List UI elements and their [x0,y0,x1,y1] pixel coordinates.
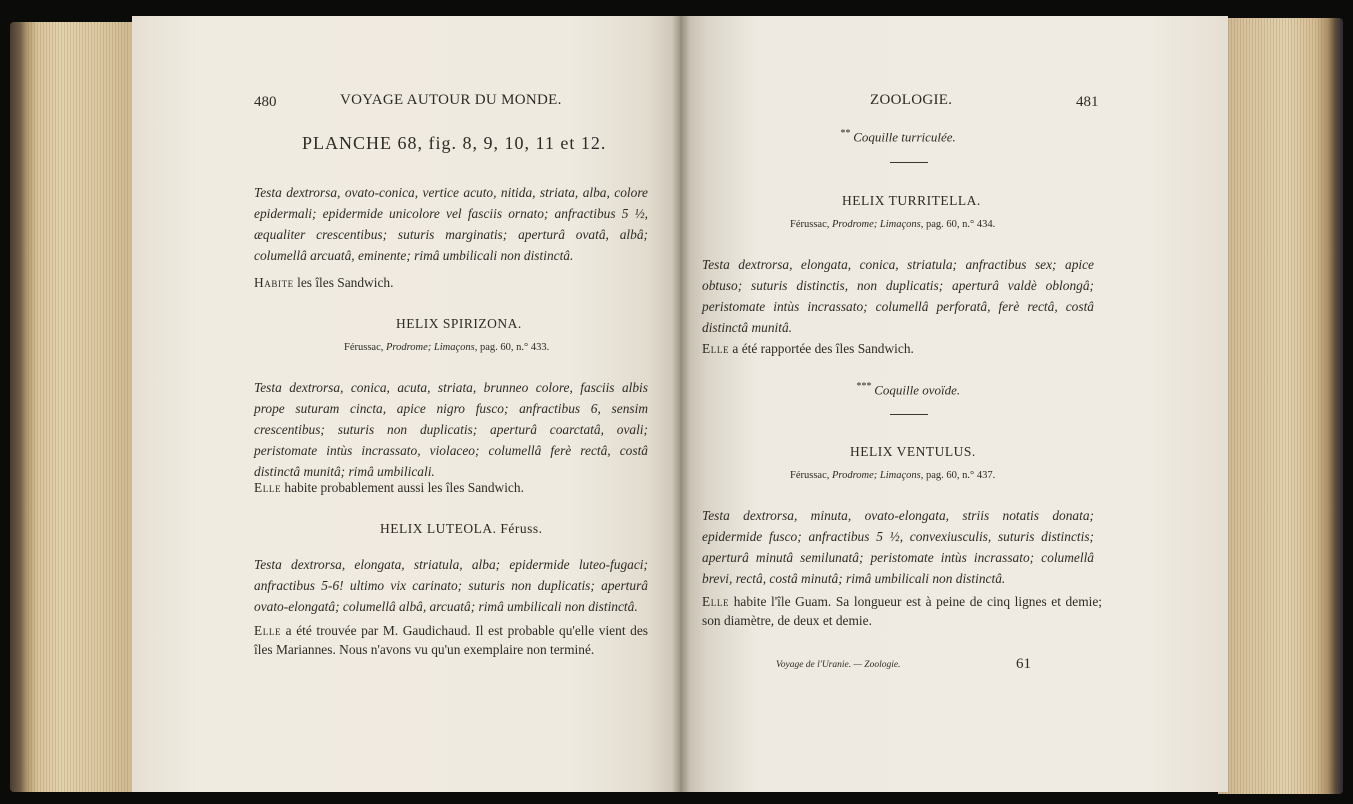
habitat-1-text: les îles Sandwich. [293,275,394,290]
ref-work: Prodrome; Limaçons [832,219,921,230]
ref-work: Prodrome; Limaçons [386,342,475,353]
ref-author: Férussac, [344,342,386,353]
section-ovoide [856,381,960,398]
left-page [132,16,680,792]
species-luteola-name: HELIX LUTEOLA. [380,521,497,536]
species-spirizona-reference [344,342,549,353]
section-turriculee-title: Coquille turriculée. [853,129,956,145]
habitat-ventulus-lead: Elle [702,594,730,609]
right-page [680,16,1228,792]
habitat-3-lead: Elle [254,623,282,638]
habitat-2-lead: Elle [254,480,282,495]
latin-description-ventulus: Testa dextrorsa, minuta, ovato-elongata, striis notatis donata; epidermide fusco; anfractibus 5 ½, convexiusculis, suturis distinctis; aperturâ minutâ semilunatâ; peristomate intùs incrassato; columellâ brevi, rectâ, costâ minutâ; rimâ umbilicali non distinctâ. [702,508,1094,586]
section-turriculee-stars: ** [840,128,850,139]
section-turriculee [840,128,956,145]
habitat-ventulus-text: habite l'île Guam. Sa longueur est à peine de cinq lignes et demie; son diamètre, de deux et demie. [702,594,1102,628]
habitat-turritella-lead: Elle [702,341,730,356]
latin-description-3: Testa dextrorsa, elongata, striatula, alba; epidermide luteo-fugaci; anfractibus 5-6! ultimo vix carinato; suturis non duplicatis; aperturâ ovato-elongatâ; columellâ albâ, arcuatâ; rimâ umbilicali non distinctâ. [254,557,648,614]
habitat-3-text: a été trouvée par M. Gaudichaud. Il est probable qu'elle vient des îles Mariannes. Nous n'avons vu qu'un exemplaire non terminé. [254,623,648,657]
species-spirizona-name: HELIX SPIRIZONA. [396,316,522,331]
section-ovoide-stars: *** [856,381,871,392]
book-gutter [672,16,690,792]
latin-description-1: Testa dextrorsa, ovato-conica, vertice acuto, nitida, striata, alba, colore epidermali; epidermide unicolore vel fasciis ornato; anfractibus 5 ½, æqualiter crescentibus; suturis marginatis; aperturâ ovatâ, albâ; columellâ arcuatâ, eminente; rimâ umbilicali non distinctâ. [254,185,648,263]
ref-page: , pag. 60, n.° 437. [920,470,996,481]
habitat-1-lead: Habite [254,275,294,290]
species-turritella-name: HELIX TURRITELLA. [842,193,981,208]
ref-author: Férussac, [790,470,832,481]
left-page-number: 480 [254,94,277,110]
section-rule-2 [890,414,928,415]
footer-signature: 61 [1016,656,1031,672]
right-running-head: ZOOLOGIE. [870,92,953,108]
latin-description-turritella: Testa dextrorsa, elongata, conica, striatula; anfractibus sex; apice obtuso; suturis distinctis, non duplicatis; aperturâ valdè oblongâ; peristomate intùs incrassato; columellâ perforatâ, ferè rectâ, costâ distinctâ munitâ. [702,257,1094,335]
plate-heading [302,133,606,154]
species-turritella-reference [790,219,995,230]
species-luteola-author: Féruss. [496,521,543,536]
habitat-2-text: habite probablement aussi les îles Sandwich. [281,480,524,495]
habitat-2 [254,478,524,497]
habitat-turritella [702,339,914,358]
left-running-head: VOYAGE AUTOUR DU MONDE. [340,92,562,108]
ref-author: Férussac, [790,219,832,230]
left-page-edges [10,22,135,792]
habitat-1 [254,273,393,292]
ref-page: , pag. 60, n.° 434. [920,219,996,230]
section-ovoide-title: Coquille ovoïde. [874,382,961,398]
species-ventulus-name: HELIX VENTULUS. [850,444,976,459]
right-page-number: 481 [1076,94,1099,110]
latin-description-2: Testa dextrorsa, conica, acuta, striata, brunneo colore, fasciis albis prope suturam cincta, apice nigro fusco; anfractibus 6, sensim crescentibus; suturis non duplicatis; aperturâ coarctatâ, ovali; peristomate intùs incrassato, violaceo; columellâ ferè rectâ, costâ distinctâ munitâ; rimâ umbilicali. [254,380,648,479]
species-luteola [380,521,543,537]
footer-imprint: Voyage de l'Uranie. — Zoologie. [776,660,901,670]
habitat-turritella-text: a été rapportée des îles Sandwich. [729,341,914,356]
habitat-ventulus [702,592,1102,630]
species-ventulus-reference [790,470,995,481]
ref-work: Prodrome; Limaçons [832,470,921,481]
ref-page: , pag. 60, n.° 433. [474,342,550,353]
section-rule-1 [890,162,928,163]
plate-heading-text: PLANCHE 68, fig. 8, 9, 10, 11 et 12. [302,133,607,153]
right-page-edges [1218,18,1343,794]
habitat-3 [254,621,648,659]
